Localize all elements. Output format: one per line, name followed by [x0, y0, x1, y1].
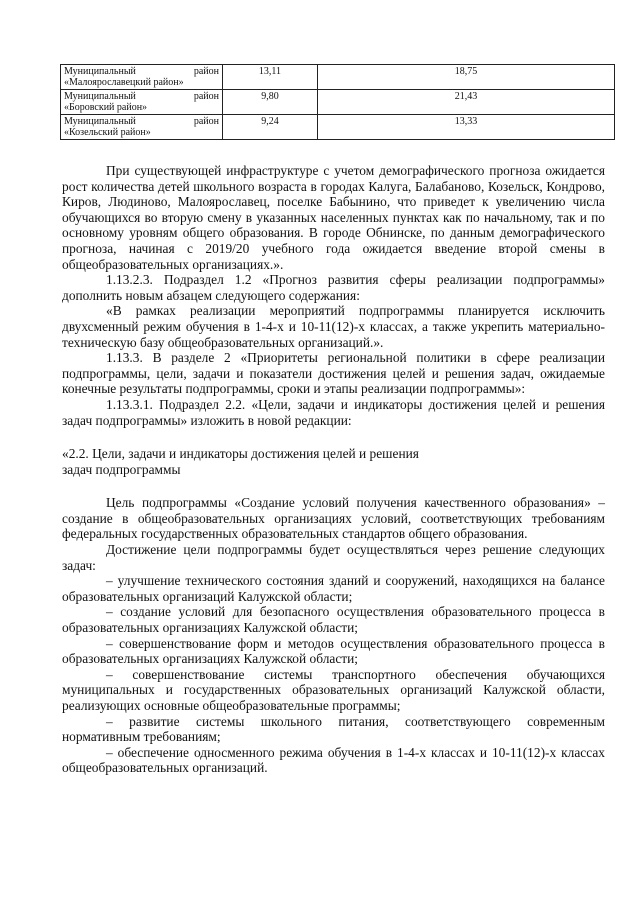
district-name: «Козельский район» — [64, 127, 151, 138]
document-body — [62, 163, 605, 776]
paragraph-1-13-3-1: 1.13.3.1. Подраздел 2.2. «Цели, задачи и индикаторы достижения целей и решения задач подпрограммы» изложить в новой редакции: — [62, 396, 605, 428]
statistics-table — [60, 64, 615, 140]
task-item: – совершенствование системы транспортного обеспечения обучающихся муниципальных и государственных образовательных организаций Калужской области, реализующих основные общеобразовательные программы; — [62, 666, 605, 713]
task-item: – улучшение технического состояния зданий и сооружений, находящихся на балансе образовательных организаций Калужской области; — [62, 573, 605, 604]
task-item: – развитие системы школьного питания, соответствующего современным нормативным требованиям; — [62, 713, 605, 745]
district-cell — [61, 115, 223, 140]
district-cell — [61, 65, 223, 90]
section-heading-line-2: задач подпрограммы — [62, 461, 181, 477]
section-heading-line-1: «2.2. Цели, задачи и индикаторы достижения целей и решения — [62, 446, 419, 462]
table-row — [61, 65, 615, 90]
district-label: Муниципальный — [64, 66, 136, 77]
paragraph-tasks-intro: Достижение цели подпрограммы будет осуществляться через решение следующих задач: — [62, 542, 605, 573]
district-name: «Боровский район» — [64, 102, 148, 113]
task-item: – обеспечение односменного режима обучения в 1-4-х классах и 10-11(12)-х классах общеобразовательных организаций. — [62, 744, 605, 776]
paragraph-quote-two-shift: «В рамках реализации мероприятий подпрограммы планируется исключить двухсменный режим обучения в 1-4-х и 10-11(12)-х классах, а также укрепить материально-техническую базу общеобразовательных организаций.». — [62, 303, 605, 350]
paragraph-demographics: При существующей инфраструктуре с учетом демографического прогноза ожидается рост количества детей школьного возраста в городах Калуга, Балабаново, Козельск, Кондрово, Киров, Людиново, Малоярославец, поселке Бабынино, что приведет к увеличению числа обучающихся во вторую смену в указанных населенных пунктах как по начальному, так и по основному уровням общего образования. В городе Обнинске, по данным демографического прогноза, начиная с 2019/20 учебного года ожидается введение второй смены в общеобразовательных организациях.». — [62, 163, 605, 272]
district-type: район — [193, 116, 219, 127]
value-cell-2: 18,75 — [318, 65, 615, 90]
value-cell-1: 9,80 — [223, 90, 318, 115]
district-name: «Малоярославецкий район» — [64, 77, 184, 88]
district-label: Муниципальный — [64, 91, 136, 102]
paragraph-1-13-2-3: 1.13.2.3. Подраздел 1.2 «Прогноз развития сферы реализации подпрограммы» дополнить новым абзацем следующего содержания: — [62, 272, 605, 303]
value-cell-1: 13,11 — [223, 65, 318, 90]
table-row — [61, 90, 615, 115]
task-item: – создание условий для безопасного осуществления образовательного процесса в образовательных организациях Калужской области; — [62, 604, 605, 636]
table-row — [61, 115, 615, 140]
district-type: район — [193, 91, 219, 102]
district-cell — [61, 90, 223, 115]
district-label: Муниципальный — [64, 116, 136, 127]
paragraph-1-13-3: 1.13.3. В разделе 2 «Приоритеты региональной политики в сфере реализации подпрограммы, цели, задачи и показатели достижения целей и решения задач, ожидаемые конечные результаты подпрограммы, сроки и этапы реализации подпрограммы»: — [62, 350, 605, 397]
district-type: район — [193, 66, 219, 77]
paragraph-goal: Цель подпрограммы «Создание условий получения качественного образования» – создание в общеобразовательных организациях условий, соответствующих требованиям федеральных государственных образовательных стандартов общего образования. — [62, 495, 605, 542]
value-cell-1: 9,24 — [223, 115, 318, 140]
value-cell-2: 21,43 — [318, 90, 615, 115]
value-cell-2: 13,33 — [318, 115, 615, 140]
task-item: – совершенствование форм и методов осуществления образовательного процесса в образовательных организациях Калужской области; — [62, 635, 605, 667]
